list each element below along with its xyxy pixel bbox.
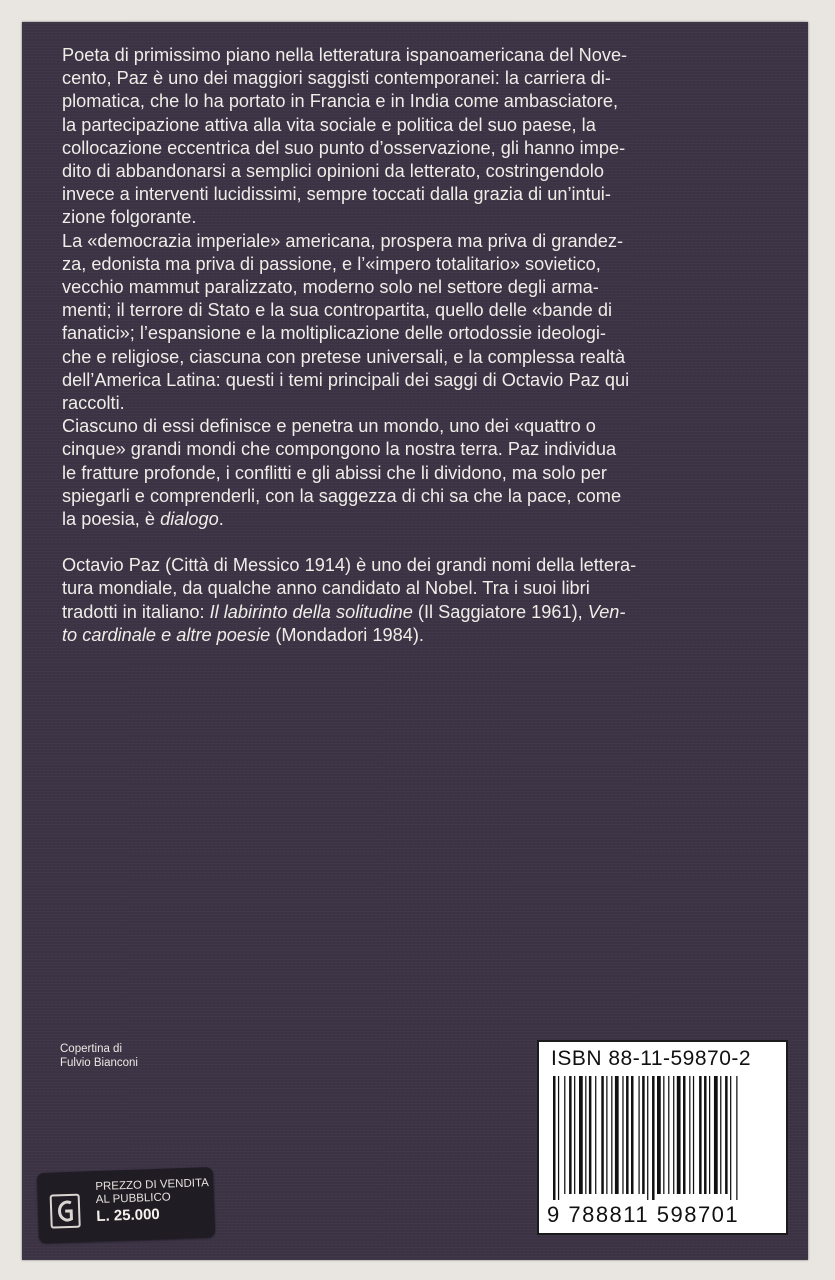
barcode-bar: [595, 1076, 596, 1194]
book-title: Il labirinto della solitudine: [209, 601, 413, 622]
paragraph-author-bio: [62, 554, 777, 647]
text-line: raccolti.: [62, 393, 125, 414]
text-line: (Il Saggiatore 1961),: [412, 601, 588, 622]
text-line: tradotti in italiano:: [62, 601, 210, 622]
barcode-bar: [714, 1076, 718, 1194]
ean-number: 9 788811 598701: [547, 1202, 740, 1227]
punctuation: .: [218, 509, 224, 530]
text-line: La «democrazia imperiale» americana, prospera ma priva di grandez-: [62, 230, 624, 251]
price-value: L. 25.000: [96, 1205, 161, 1226]
barcode-bar: [611, 1076, 612, 1194]
text-line: spiegarli e comprenderli, con la saggezza di chi sa che la pace, come: [62, 485, 622, 506]
text-line: Ciascuno di essi definisce e penetra un mondo, uno dei «quattro o: [62, 416, 596, 437]
cover-credit: [60, 1042, 138, 1070]
text-line: le fratture profonde, i conflitti e gli abissi che li dividono, ma solo per: [62, 462, 607, 483]
text-line: za, edonista ma priva di passione, e l’«impero totalitario» sovietico,: [62, 253, 601, 274]
text-line: (Mondadori 1984).: [270, 624, 424, 645]
text-line: collocazione eccentrica del suo punto d’osservazione, gli hanno impe-: [62, 137, 626, 158]
barcode-bar: [589, 1076, 592, 1194]
barcode-bar: [657, 1076, 661, 1194]
text-line: cento, Paz è uno dei maggiori saggisti contemporanei: la carriera di-: [62, 68, 611, 89]
text-line: zione folgorante.: [62, 207, 197, 228]
barcode-bar: [668, 1076, 669, 1194]
text-line: la partecipazione attiva alla vita sociale e politica del suo paese, la: [62, 114, 596, 135]
barcode-bar: [677, 1076, 681, 1194]
price-label: AL PUBBLICO: [95, 1191, 171, 1207]
barcode-bar: [622, 1076, 623, 1194]
barcode-bar: [585, 1076, 586, 1194]
publisher-logo-icon: [50, 1194, 81, 1229]
text-line: Poeta di primissimo piano nella letteratura ispanoamericana del Nove-: [62, 45, 628, 65]
text-line: la poesia, è: [62, 509, 161, 530]
barcode-bar: [601, 1076, 604, 1194]
barcode-bar: [574, 1076, 575, 1194]
barcode-bar: [631, 1076, 634, 1194]
book-title: Ven-: [587, 601, 626, 622]
barcode-bar: [720, 1076, 721, 1194]
price-sticker: [37, 1167, 215, 1243]
barcode-bar: [704, 1076, 707, 1194]
barcode-bar: [663, 1076, 664, 1194]
credit-label: Copertina di: [60, 1043, 123, 1055]
barcode-bar: [564, 1076, 565, 1194]
barcode-bar: [642, 1076, 645, 1194]
barcode-bar: [736, 1076, 737, 1200]
isbn-barcode: [537, 1040, 788, 1235]
barcode-bar: [579, 1076, 583, 1194]
barcode-bar: [673, 1076, 674, 1194]
text-line: che e religiose, ciascuna con pretese universali, e la complessa realtà: [62, 346, 626, 367]
price-text: [95, 1177, 210, 1226]
text-line: menti; il terrore di Stato e la sua contropartita, quello delle «bande di: [62, 300, 612, 321]
barcode-bar: [683, 1076, 686, 1194]
text-line: fanatici»; l’espansione e la moltiplicazione delle ortodossie ideologi-: [62, 323, 606, 344]
barcode-bar: [693, 1076, 694, 1194]
barcode-bar: [699, 1076, 702, 1194]
blurb-text: [62, 44, 777, 647]
barcode-bar: [558, 1076, 559, 1200]
barcode-bar: [725, 1076, 728, 1194]
text-line: plomatica, che lo ha portato in Francia e in India come ambasciatore,: [62, 91, 619, 112]
text-line: vecchio mammut paralizzato, moderno solo nel settore degli arma-: [62, 277, 599, 298]
text-line: cinque» grandi mondi che compongono la nostra terra. Paz individua: [62, 439, 617, 460]
text-line: invece a interventi lucidissimi, sempre toccati dalla grazia di un’intui-: [62, 184, 611, 205]
isbn-number: ISBN 88-11-59870-2: [551, 1047, 752, 1070]
barcode-bar: [626, 1076, 629, 1194]
barcode-bar: [689, 1076, 690, 1194]
text-line: tura mondiale, da qualche anno candidato al Nobel. Tra i suoi libri: [62, 578, 590, 599]
barcode-bar: [647, 1076, 648, 1200]
text-line: Octavio Paz (Città di Messico 1914) è uno dei grandi nomi della lettera-: [62, 555, 637, 576]
text-line: dito di abbandonarsi a semplici opinioni da letterato, costringendolo: [62, 161, 604, 182]
paragraph-2: [62, 230, 777, 416]
barcode-bar: [569, 1076, 572, 1194]
barcode-icon: [549, 1076, 780, 1200]
barcode-bar: [606, 1076, 607, 1194]
barcode-bar: [615, 1076, 619, 1194]
barcode-bar: [709, 1076, 710, 1194]
paragraph-3: [62, 415, 777, 531]
barcode-bar: [638, 1076, 639, 1194]
barcode-bar: [652, 1076, 655, 1200]
text-line: dell’America Latina: questi i temi principali dei saggi di Octavio Paz qui: [62, 369, 630, 390]
barcode-bar: [553, 1076, 556, 1200]
credit-name: Fulvio Bianconi: [60, 1057, 138, 1069]
paragraph-1: [62, 44, 777, 230]
price-label: PREZZO DI VENDITA: [95, 1177, 210, 1194]
barcode-bar: [730, 1076, 731, 1200]
book-title: to cardinale e altre poesie: [62, 624, 271, 645]
italic-word: dialogo: [160, 509, 219, 530]
